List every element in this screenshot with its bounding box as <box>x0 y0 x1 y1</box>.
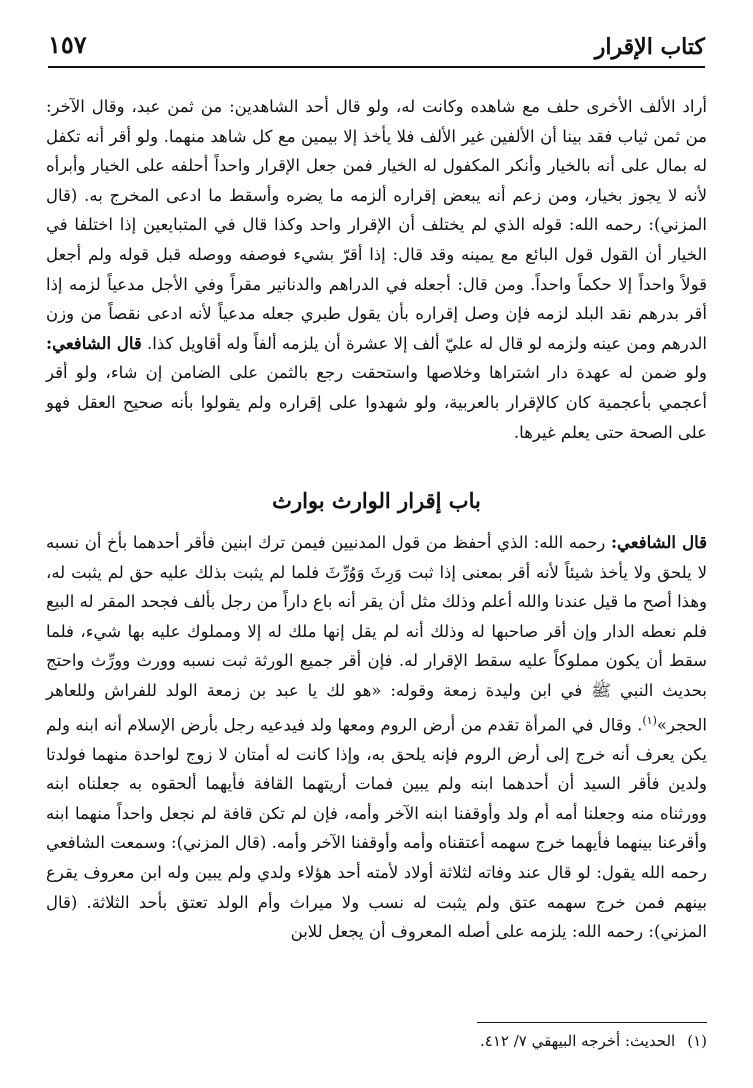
page-header <box>48 26 705 68</box>
book-title: كتاب الإقرار <box>594 34 705 60</box>
paragraph-block-2 <box>46 528 707 947</box>
footnote-divider <box>477 1022 707 1023</box>
footnote-number: (١) <box>687 1032 707 1050</box>
page-number: ١٥٧ <box>48 30 87 59</box>
section-heading: باب إقرار الوارث بوارث <box>272 488 481 513</box>
speaker-label: قال الشافعي: <box>46 333 142 353</box>
speaker-label: قال الشافعي: <box>610 533 707 552</box>
footnote <box>46 1032 707 1050</box>
paragraph-text: . وقال في المرأة تقدم من أرض الروم ومعها ولد فيدعيه رجل بأرض الإسلام أنه ابنه ولم يكن يعرف أنه خرج إلى أرض الروم فإنه يلحق به، وإذا كانت له أمتان لا زوج لواحدة منهما فولدتا ولدين فأقر السيد أن أحدهما ابنه ولم يبين فمات أريتهما القافة فأيهما ألحقوه به جعلناه ابنه وورثناه منه وجعلنا أمه أم ولد وأوقفنا ابنه الآخر وأمه، فإن لم تكن قافة لم نجعل واحداً منهما ابنه وأقرعنا بينهما فأيهما خرج سهمه أعتقناه وأمه وأوقفنا الآخر وأمه. (قال المزني): وسمعت الشافعي رحمه الله يقول: لو قال عند وفاته لثلاثة أولاد لأمته أحد هؤلاء ولدي ولم يبين وله ابن معروف يقرع بينهم فمن خرج سهمه عتق ولم يثبت له نسب ولا ميراث وأم الولد تعتق بأحد الثلاثة. (قال المزني): رحمه الله: يلزمه على أصله المعروف أن يجعل للابن <box>46 715 707 942</box>
paragraph-text: ولو ضمن له عهدة دار اشتراها وخلاصها واستحقت رجع بالثمن على الضامن إن شاء، ولو أقر أعجمي بأعجمية كان كالإقرار بالعربية، ولو شهدوا على إقراره ولم يقولوا بأنه صحيح العقل فهو على الصحة حتى يعلم غيرها. <box>46 363 707 442</box>
paragraph-text: أراد الألف الأخرى حلف مع شاهده وكانت له، ولو قال أحد الشاهدين: من ثمن عبد، وقال الآخر: من ثمن ثياب فقد بينا أن الألفين غير الألف فلا يأخذ إلا بيمين مع كل شاهد منهما. ولو أقر أنه تكفل له بمال على أنه بالخيار وأنكر المكفول له الخيار فمن جعل الإقرار واحداً أحلفه على الخيار وأبرأه لأنه لا يجوز بخيار، ومن زعم أنه يبعض إقراره ألزمه ما يضره وأسقط ما ادعى المخرج به. (قال المزني): رحمه الله: قوله الذي لم يختلف أن الإقرار واحد وكذا قال في المتبايعين إذا اختلفا في الخيار أن القول قول البائع مع يمينه وقد قال: إذا أقرّ بشيء فوصفه ووصله قبل قوله ولم أجعل قولاً واحداً إلا حكماً واحداً. ومن قال: أجعله في الدراهم والدنانير مقراً وفي الأجل مدعياً لزمه إذا أقر بدرهم نقد البلد لزمه فإن وصل إقراره بأن يقول طبري جعله مدعياً لأنه ادعى نقصاً من وزن الدرهم ومن عينه ولزمه لو قال له عليّ ألف إلا عشرة أن يلزمه ألفاً وله أقاويل كذا. <box>46 97 707 353</box>
paragraph-block-1 <box>46 92 707 447</box>
footnote-marker: (١) <box>642 713 657 727</box>
paragraph-text: رحمه الله: الذي أحفظ من قول المدنيين فيمن ترك ابنين فأقر أحدهما بأخ أن نسبه لا يلحق ولا يأخذ شيئاً لأنه أقر بمعنى إذا ثبت وَرِثَ وَوُرِّثَ فلما لم يثبت بذلك عليه حق لم يثبت له، وهذا أصح ما قيل عندنا والله أعلم وذلك مثل أن يقر أنه باع داراً من رجل بألف فجحد المقر له البيع فلم نعطه الدار وإن أقر صاحبها له وذلك أنه لم يقل إنها ملك له إلا ومملوك عليه بها شيء، فلما سقط أن يكون مملوكاً عليه سقط الإقرار له. فإن أقر جميع الورثة ثبت نسبه وورث وورِّث واحتج بحديث النبي ﷺ في ابن وليدة زمعة وقوله: «هو لك يا عبد بن زمعة الولد للفراش وللعاهر الحجر» <box>46 533 707 735</box>
footnote-text: الحديث: أخرجه البيهقي ٧/ ٤١٢. <box>479 1032 676 1050</box>
